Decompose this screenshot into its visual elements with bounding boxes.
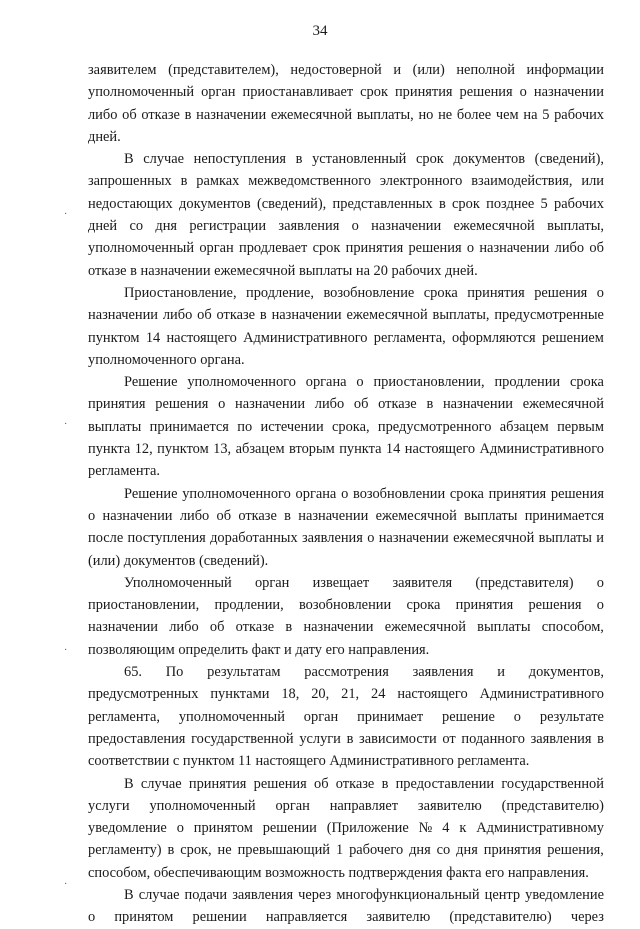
- margin-dot: ·: [64, 645, 68, 656]
- text-line: уполномоченного органа.: [88, 351, 245, 368]
- text-line: Решение уполномоченного органа о приостановлении, продлении срока: [124, 374, 604, 391]
- text-line: Уполномоченный орган извещает заявителя (представителя) о: [124, 574, 604, 591]
- text-line: предоставления государственной услуги в зависимости от поданного заявления в: [88, 730, 604, 747]
- text-line: пункта 12, пунктом 13, абзацем вторым пункта 14 настоящего Административного: [88, 441, 604, 458]
- text-line: регламенту) в срок, не превышающий 1 рабочего дня со дня принятия решения,: [88, 842, 604, 859]
- text-line: уполномоченный орган продлевает срок принятия решения о назначении либо об: [88, 240, 604, 257]
- text-line: уведомление о принятом решении (Приложение № 4 к Административному: [88, 820, 604, 837]
- text-line: В случае непоступления в установленный срок документов (сведений),: [124, 151, 604, 168]
- text-line: принятия решения о назначении либо об отказе в назначении ежемесячной: [88, 396, 604, 413]
- text-line: дней.: [88, 128, 121, 145]
- text-line: В случае подачи заявления через многофункциональный центр уведомление: [124, 886, 604, 903]
- page-number: 34: [312, 23, 328, 39]
- text-line: пунктом 14 настоящего Административного регламента, оформляются решением: [88, 329, 604, 346]
- text-line: Приостановление, продление, возобновление срока принятия решения о: [124, 284, 604, 301]
- text-line: о назначении либо об отказе в назначении ежемесячной выплаты принимается: [88, 507, 604, 524]
- text-line: либо об отказе в назначении ежемесячной выплаты, но не более чем на 5 рабочих: [88, 106, 604, 123]
- text-line: услуги уполномоченный орган направляет заявителю (представителю): [88, 797, 604, 814]
- text-line: назначении либо об отказе в назначении ежемесячной выплаты способом,: [88, 619, 604, 636]
- text-line: после поступления доработанных заявления о назначении ежемесячной выплаты и: [88, 530, 604, 547]
- text-line: В случае принятия решения об отказе в предоставлении государственной: [124, 775, 604, 792]
- margin-dot: ·: [64, 879, 68, 890]
- text-line: позволяющим определить факт и дату его направления.: [88, 641, 430, 658]
- margin-dot: ·: [64, 209, 68, 220]
- text-line: дней со дня регистрации заявления о назначении ежемесячной выплаты,: [88, 218, 604, 235]
- text-line: отказе в назначении ежемесячной выплаты на 20 рабочих дней.: [88, 262, 478, 279]
- text-line: недостающих документов (сведений), представленных в срок позднее 5 рабочих: [88, 195, 604, 212]
- text-line: способом, обеспечивающим возможность подтверждения факта его направления.: [88, 864, 589, 881]
- text-line: регламента.: [88, 463, 160, 480]
- text-line: выплаты принимается по истечении срока, предусмотренного абзацем первым: [88, 418, 604, 435]
- text-line: о принятом решении направляется заявителю (представителю) через: [88, 909, 604, 926]
- text-line: уполномоченный орган приостанавливает срок принятия решения о назначении: [88, 84, 604, 101]
- text-line: назначении либо об отказе в назначении ежемесячной выплаты, предусмотренные: [88, 307, 604, 324]
- text-line: приостановлении, продлении, возобновлении срока принятия решения о: [88, 597, 604, 614]
- margin-dot: ·: [64, 419, 68, 430]
- text-line: соответствии с пунктом 11 настоящего Административного регламента.: [88, 753, 530, 770]
- text-line: регламента, уполномоченный орган принимает решение о результате: [88, 708, 604, 725]
- text-line: (или) документов (сведений).: [88, 552, 269, 569]
- text-line: заявителем (представителем), недостоверной и (или) неполной информации: [88, 62, 604, 78]
- text-line: предусмотренных пунктами 18, 20, 21, 24 настоящего Административного: [88, 686, 604, 703]
- text-line: Решение уполномоченного органа о возобновлении срока принятия решения: [124, 485, 604, 502]
- text-line: запрошенных в рамках межведомственного электронного взаимодействия, или: [88, 173, 604, 190]
- text-line: 65. По результатам рассмотрения заявления и документов,: [124, 664, 604, 681]
- body-text: [88, 59, 604, 929]
